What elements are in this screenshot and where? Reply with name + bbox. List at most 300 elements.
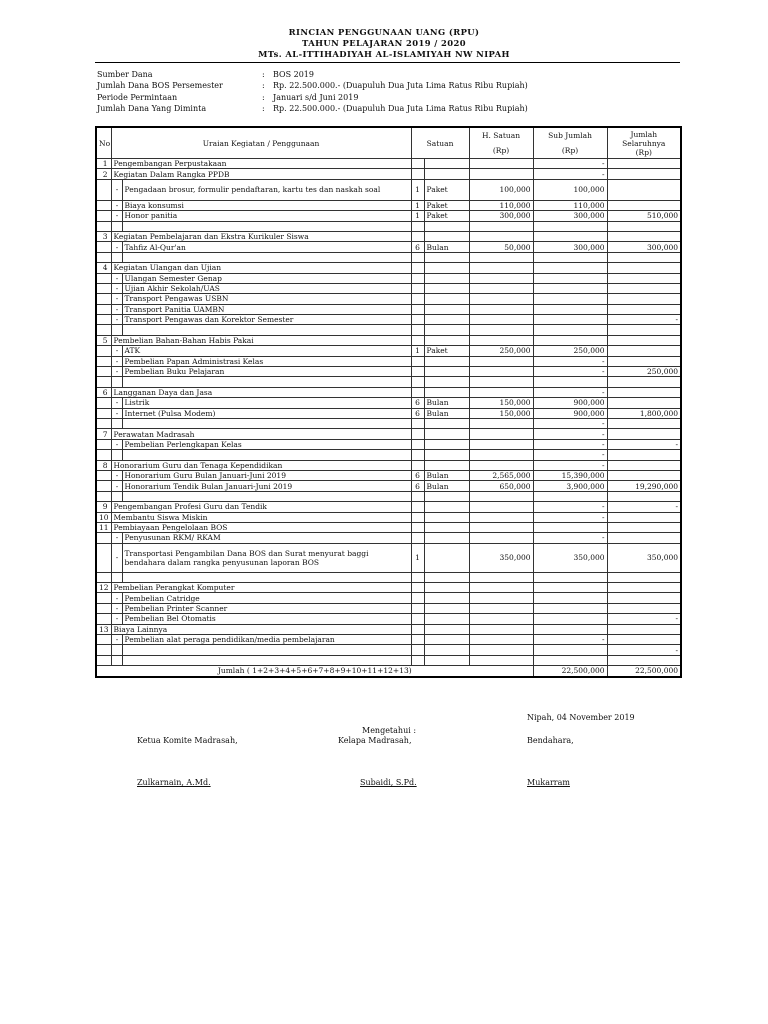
cell-item: Perawatan Madrasah [111,429,411,439]
table-row [96,502,681,512]
cell-item: Pembelian Papan Administrasi Kelas [122,356,411,366]
cell-qty [411,460,424,470]
cell-sub [533,231,607,241]
signature-name-bendahara: Mukarram [527,778,570,787]
cell-sub [533,603,607,613]
cell-price: 2,565,000 [469,470,533,480]
table-row [96,179,681,200]
cell-price [469,231,533,241]
cell-qty [411,418,424,428]
cell-sub: 3,900,000 [533,481,607,491]
cell-item: Internet (Pulsa Modem) [122,408,411,418]
cell-sub: - [533,512,607,522]
cell-total [607,593,681,603]
cell-qty: 1 [411,543,424,572]
cell-no: 2 [96,169,111,179]
col-header-total [607,127,681,159]
cell-qty [411,231,424,241]
cell-price [469,315,533,325]
table-row [96,460,681,470]
cell-item: Kegiatan Pembelajaran dan Ekstra Kurikuler Siswa [111,231,411,241]
cell-sub [533,221,607,231]
cell-qty [411,572,424,582]
cell-item: Ujian Akhir Sekolah/UAS [122,283,411,293]
cell-no [96,418,111,428]
cell-qty [411,221,424,231]
cell-price [469,635,533,645]
cell-price [469,655,533,665]
cell-sub [533,645,607,655]
cell-total [607,460,681,470]
cell-item: Honorarium Tendik Bulan Januari-Juni 2019 [122,481,411,491]
table-row [96,283,681,293]
cell-sub: - [533,367,607,377]
cell-sub [533,263,607,273]
role-komite: Ketua Komite Madrasah, [137,736,238,745]
cell-unit: Paket [424,211,469,221]
table-row [96,533,681,543]
info-value: BOS 2019 [273,70,314,79]
table-row [96,572,681,582]
cell-qty [411,491,424,501]
cell-qty [411,283,424,293]
cell-price [469,429,533,439]
cell-no: 11 [96,522,111,532]
cell-qty [411,502,424,512]
cell-qty [411,315,424,325]
cell-item [122,221,411,231]
cell-price [469,252,533,262]
cell-unit [424,512,469,522]
cell-dash: - [111,356,122,366]
cell-total [607,200,681,210]
cell-dash: - [111,304,122,314]
cell-total [607,470,681,480]
cell-unit [424,418,469,428]
cell-no [96,356,111,366]
cell-qty [411,294,424,304]
table-row [96,481,681,491]
cell-qty [411,356,424,366]
cell-unit: Bulan [424,481,469,491]
cell-total [607,273,681,283]
cell-item: Transportasi Pengambilan Dana BOS dan Surat menyurat baggi bendahara dalam rangka penyusunan laporan BOS [122,543,411,572]
cell-price [469,335,533,345]
document-title: RINCIAN PENGGUNAAN UANG (RPU) [288,27,480,37]
table-row [96,624,681,634]
table-row [96,294,681,304]
cell-total: 1,800,000 [607,408,681,418]
table-row [96,377,681,387]
cell-price: 300,000 [469,211,533,221]
col-header-satuan: Satuan [411,127,469,159]
cell-unit [424,315,469,325]
cell-price [469,603,533,613]
cell-no: 3 [96,231,111,241]
cell-sub [533,252,607,262]
cell-dash: - [111,398,122,408]
cell-unit [424,491,469,501]
cell-no [96,572,111,582]
cell-sub: - [533,460,607,470]
table-row [96,211,681,221]
cell-unit [424,273,469,283]
cell-qty: 6 [411,408,424,418]
cell-no [96,533,111,543]
cell-price [469,294,533,304]
cell-unit [424,429,469,439]
cell-unit [424,502,469,512]
cell-no [96,200,111,210]
document-subtitle-year: TAHUN PELAJARAN 2019 / 2020 [302,38,466,48]
cell-sub: - [533,159,607,169]
cell-no [96,603,111,613]
cell-item: Biaya Lainnya [111,624,411,634]
cell-sub: 300,000 [533,242,607,252]
cell-no: 1 [96,159,111,169]
cell-item: Kegiatan Dalam Rangka PPDB [111,169,411,179]
cell-sub [533,294,607,304]
cell-price [469,450,533,460]
cell-price: 100,000 [469,179,533,200]
cell-total [607,221,681,231]
info-block [97,70,528,115]
cell-qty [411,655,424,665]
cell-no [96,294,111,304]
cell-price [469,491,533,501]
cell-total: - [607,502,681,512]
cell-no: 8 [96,460,111,470]
cell-item [122,572,411,582]
table-total-row [96,666,681,677]
cell-unit [424,325,469,335]
table-row [96,470,681,480]
cell-dash: - [111,470,122,480]
cell-qty: 1 [411,179,424,200]
cell-qty [411,450,424,460]
cell-sub [533,315,607,325]
cell-no: 10 [96,512,111,522]
info-value: Rp. 22.500.000.- (Duapuluh Dua Juta Lima Ratus Ribu Rupiah) [273,81,528,91]
cell-sub [533,614,607,624]
cell-dash: - [111,315,122,325]
cell-item: Pengembangan Profesi Guru dan Tendik [111,502,411,512]
cell-total [607,283,681,293]
cell-total [607,325,681,335]
cell-total: 300,000 [607,242,681,252]
cell-item: Pengadaan brosur, formulir pendaftaran, kartu tes dan naskah soal [122,179,411,200]
cell-qty [411,533,424,543]
cell-price [469,283,533,293]
cell-price [469,439,533,449]
cell-sub: - [533,356,607,366]
document-subtitle-school: MTs. AL-ITTIHADIYAH AL-ISLAMIYAH NW NIPAH [258,49,510,59]
table-row [96,450,681,460]
info-label: Jumlah Dana BOS Persemester [97,81,223,91]
cell-sub [533,377,607,387]
cell-price [469,325,533,335]
signature-name-kepala: Subaidi, S.Pd. [360,778,417,787]
cell-price: 150,000 [469,408,533,418]
cell-item: Honor panitia [122,211,411,221]
cell-item [122,325,411,335]
cell-unit [424,335,469,345]
info-row [97,104,528,115]
cell-no: 9 [96,502,111,512]
cell-total [607,603,681,613]
cell-dash: - [111,603,122,613]
table-row [96,263,681,273]
cell-no [96,377,111,387]
table-row [96,645,681,655]
cell-dash [111,450,122,460]
table-row [96,221,681,231]
cell-total [607,252,681,262]
table-row [96,614,681,624]
cell-qty [411,273,424,283]
cell-unit [424,231,469,241]
cell-total [607,450,681,460]
cell-item: ATK [122,346,411,356]
cell-sub: - [533,429,607,439]
cell-item [122,655,411,665]
cell-price: 110,000 [469,200,533,210]
place-date: Nipah, 04 November 2019 [527,713,635,722]
cell-price [469,624,533,634]
cell-unit [424,367,469,377]
cell-unit [424,450,469,460]
cell-unit [424,356,469,366]
cell-price [469,614,533,624]
cell-no [96,283,111,293]
cell-sub [533,655,607,665]
cell-total [607,655,681,665]
cell-price: 650,000 [469,481,533,491]
cell-price [469,522,533,532]
cell-total [607,583,681,593]
cell-sub: 100,000 [533,179,607,200]
cell-no [96,439,111,449]
cell-qty [411,624,424,634]
cell-total: - [607,439,681,449]
cell-qty [411,263,424,273]
cell-price [469,273,533,283]
cell-price [469,418,533,428]
cell-unit [424,252,469,262]
cell-sub [533,522,607,532]
cell-unit [424,159,469,169]
cell-item: Langganan Daya dan Jasa [111,387,411,397]
table-row [96,325,681,335]
info-value: Januari s/d Juni 2019 [273,92,359,102]
cell-dash: - [111,294,122,304]
cell-price [469,387,533,397]
cell-price [469,512,533,522]
table-row [96,387,681,397]
cell-unit [424,543,469,572]
info-colon: : [262,70,265,79]
cell-sub [533,491,607,501]
cell-price [469,572,533,582]
table-row [96,408,681,418]
cell-price: 50,000 [469,242,533,252]
cell-unit [424,377,469,387]
cell-qty [411,593,424,603]
cell-dash: - [111,367,122,377]
cell-sub: - [533,418,607,428]
info-value: Rp. 22.500.000.- (Duapuluh Dua Juta Lima Ratus Ribu Rupiah) [273,103,528,113]
cell-unit [424,221,469,231]
cell-dash [111,418,122,428]
table-body [96,159,681,666]
cell-unit [424,522,469,532]
cell-total [607,294,681,304]
col-header-harga-label: H. Satuan [481,131,521,140]
cell-total [607,377,681,387]
cell-dash: - [111,614,122,624]
cell-item [122,377,411,387]
cell-dash [111,325,122,335]
cell-sub [533,335,607,345]
role-kepala: Kelapa Madrasah, [338,736,412,745]
table-row [96,356,681,366]
cell-total [607,418,681,428]
cell-unit [424,533,469,543]
cell-item: Kegiatan Ulangan dan Ujian [111,263,411,273]
cell-no [96,491,111,501]
cell-price [469,356,533,366]
mengetahui-label: Mengetahui : [362,726,417,735]
cell-no [96,408,111,418]
cell-unit [424,572,469,582]
rpu-table [95,126,682,678]
cell-dash: - [111,273,122,283]
cell-qty: 1 [411,346,424,356]
cell-qty [411,583,424,593]
cell-price [469,263,533,273]
info-label: Sumber Dana [97,70,153,79]
cell-dash: - [111,635,122,645]
cell-sub: - [533,502,607,512]
cell-item: Pembelian Printer Scanner [122,603,411,613]
info-colon: : [262,103,265,113]
cell-qty [411,512,424,522]
cell-dash [111,645,122,655]
cell-total [607,356,681,366]
cell-no [96,450,111,460]
cell-dash [111,377,122,387]
cell-no [96,635,111,645]
info-label: Periode Permintaan [97,92,178,102]
table-row [96,252,681,262]
cell-unit [424,614,469,624]
cell-unit [424,624,469,634]
info-colon: : [262,92,265,102]
cell-item: Pembiayaan Pengelolaan BOS [111,522,411,532]
cell-qty: 6 [411,398,424,408]
cell-no [96,593,111,603]
cell-total: 19,290,000 [607,481,681,491]
cell-qty [411,645,424,655]
cell-no [96,252,111,262]
cell-total [607,231,681,241]
cell-total [607,429,681,439]
cell-price: 350,000 [469,543,533,572]
cell-unit [424,645,469,655]
cell-unit [424,603,469,613]
cell-no [96,221,111,231]
cell-sub: 350,000 [533,543,607,572]
cell-qty [411,252,424,262]
total-label: Jumlah ( 1+2+3+4+5+6+7+8+9+10+11+12+13) [96,666,533,677]
cell-unit [424,635,469,645]
cell-sub [533,624,607,634]
cell-qty [411,159,424,169]
cell-total [607,387,681,397]
cell-qty: 6 [411,481,424,491]
cell-no [96,242,111,252]
cell-item: Pembelian Catridge [122,593,411,603]
col-header-uraian: Uraian Kegiatan / Penggunaan [111,127,411,159]
cell-sub [533,304,607,314]
cell-qty [411,169,424,179]
cell-item [122,252,411,262]
cell-no [96,315,111,325]
cell-unit [424,304,469,314]
cell-item: Pembelian Perangkat Komputer [111,583,411,593]
cell-no [96,614,111,624]
cell-sub: - [533,387,607,397]
cell-dash: - [111,439,122,449]
cell-item: Transport Panitia UAMBN [122,304,411,314]
cell-qty [411,367,424,377]
cell-price: 250,000 [469,346,533,356]
col-header-harga-unit: (Rp) [492,146,510,155]
cell-dash: - [111,593,122,603]
cell-qty [411,439,424,449]
cell-price [469,304,533,314]
cell-total [607,635,681,645]
table-row [96,242,681,252]
cell-unit: Paket [424,346,469,356]
cell-sub [533,572,607,582]
table-row [96,429,681,439]
cell-dash: - [111,481,122,491]
cell-item: Listrik [122,398,411,408]
cell-qty [411,522,424,532]
cell-total: - [607,614,681,624]
cell-no [96,211,111,221]
info-row [97,81,528,92]
cell-item: Pengembangan Perpustakaan [111,159,411,169]
total-grand: 22,500,000 [607,666,681,677]
cell-item: Biaya konsumsi [122,200,411,210]
role-bendahara: Bendahara, [527,736,574,745]
cell-item: Penyusunan RKM/ RKAM [122,533,411,543]
cell-dash: - [111,179,122,200]
cell-total: - [607,315,681,325]
col-header-sub [533,127,607,159]
cell-no [96,273,111,283]
cell-no [96,470,111,480]
cell-item: Pembelian Bel Otomatis [122,614,411,624]
cell-total [607,304,681,314]
cell-item [122,645,411,655]
cell-item: Honorarium Guru Bulan Januari-Juni 2019 [122,470,411,480]
cell-qty [411,325,424,335]
cell-price [469,169,533,179]
cell-no: 7 [96,429,111,439]
